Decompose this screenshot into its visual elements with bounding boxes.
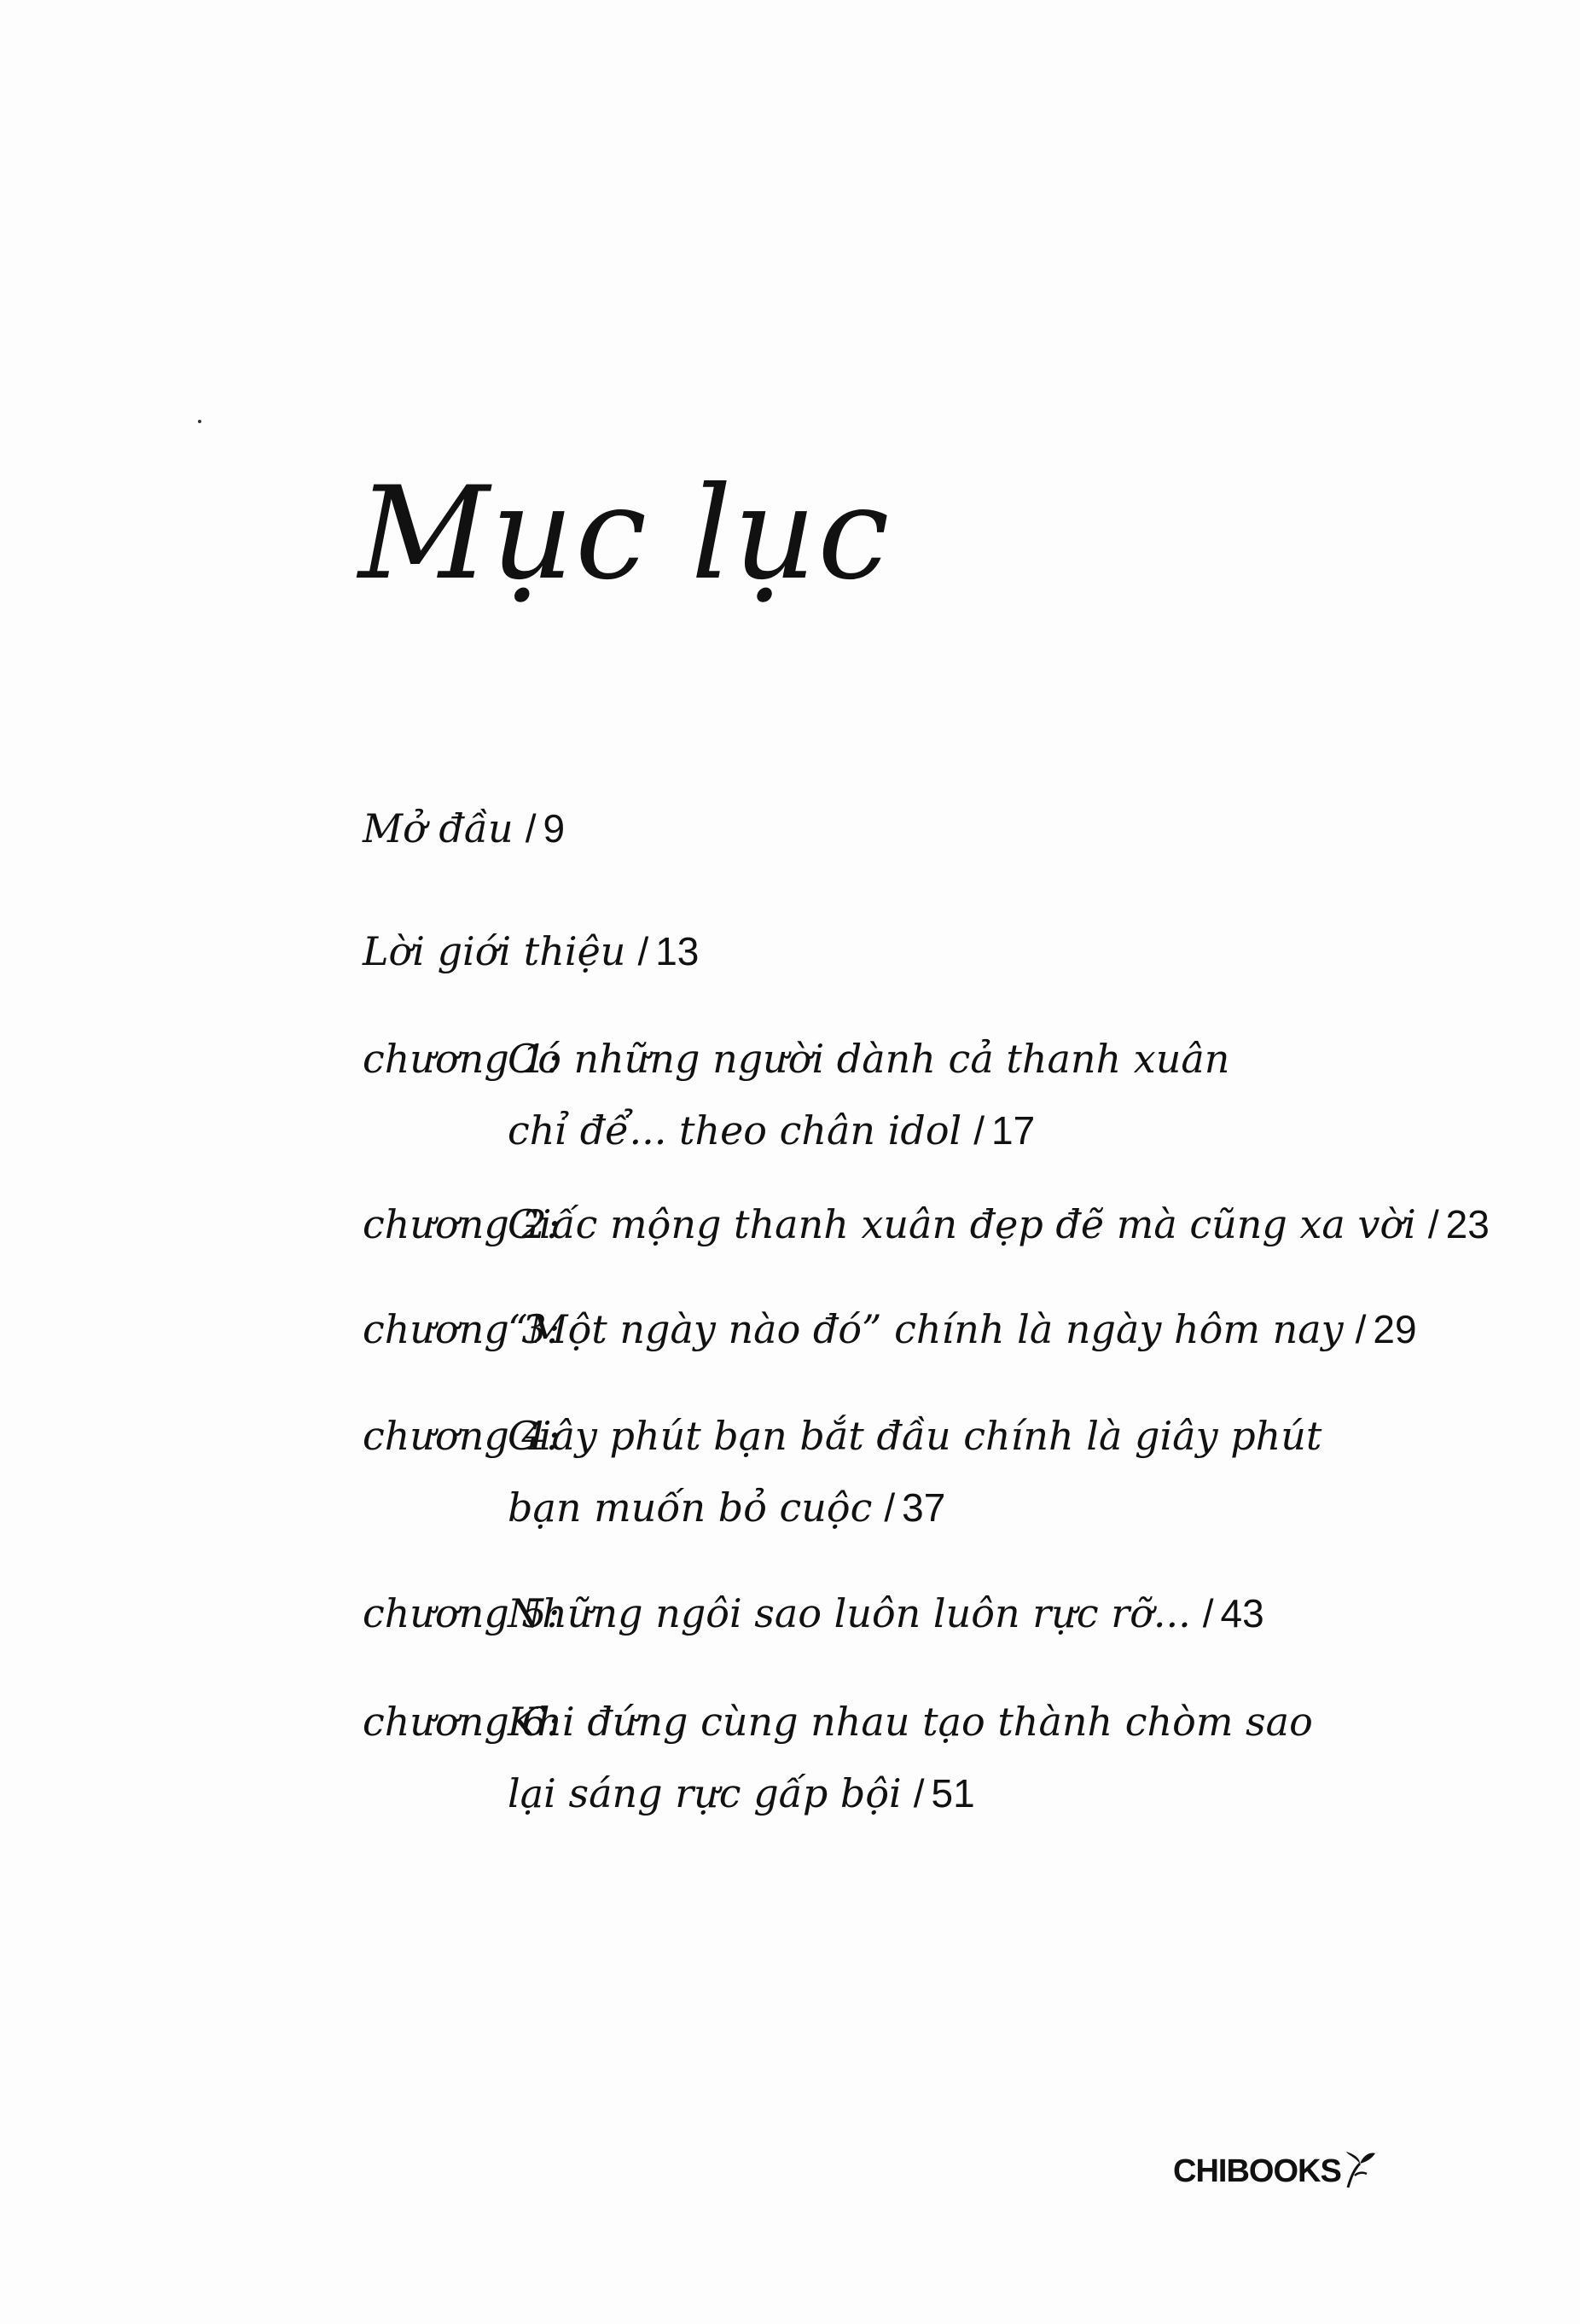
paper-speck bbox=[198, 420, 201, 423]
chapter-title-line-1-text: Những ngôi sao luôn luôn rực rỡ... bbox=[508, 1590, 1191, 1636]
publisher-logo bbox=[1173, 2150, 1377, 2193]
toc-page-number: 43 bbox=[1220, 1591, 1264, 1636]
chapter-title-line-1 bbox=[508, 1306, 1417, 1381]
chapter-title-line-1 bbox=[508, 1201, 1490, 1276]
chapter-prefix: chương 6: bbox=[363, 1699, 561, 1745]
toc-chapter-3 bbox=[363, 1306, 1417, 1381]
toc-entry-label: Mở đầu bbox=[363, 805, 514, 851]
toc-separator: / bbox=[913, 1771, 925, 1816]
toc-chapter-2 bbox=[363, 1201, 1490, 1276]
publisher-logo-text: CHIBOOKS bbox=[1173, 2153, 1341, 2189]
chapter-title-line-2 bbox=[508, 1770, 1313, 1845]
toc-chapter-1 bbox=[363, 1036, 1230, 1182]
toc-page-number: 9 bbox=[543, 806, 566, 851]
toc-chapter-5 bbox=[363, 1590, 1264, 1665]
toc-page-number: 29 bbox=[1373, 1307, 1417, 1351]
toc-page-number: 13 bbox=[655, 929, 700, 973]
chapter-title-line-2 bbox=[508, 1484, 1322, 1560]
chapter-title-line-1: Có những người dành cả thanh xuân bbox=[508, 1036, 1230, 1082]
chapter-title-line-2 bbox=[508, 1107, 1229, 1182]
chapter-title-line-1: Khi đứng cùng nhau tạo thành chòm sao bbox=[508, 1699, 1313, 1745]
toc-entry-foreword bbox=[363, 928, 700, 974]
chapter-title-line-2-text: bạn muốn bỏ cuộc bbox=[508, 1484, 873, 1531]
chapter-prefix: chương 2: bbox=[363, 1201, 561, 1247]
chapter-prefix: chương 4: bbox=[363, 1413, 561, 1459]
toc-separator: / bbox=[525, 806, 537, 851]
page-title: Mục lục bbox=[358, 459, 892, 608]
toc-separator: / bbox=[973, 1108, 985, 1153]
chapter-prefix: chương 5: bbox=[363, 1590, 561, 1636]
chapter-title-line-1: Giây phút bạn bắt đầu chính là giây phút bbox=[508, 1413, 1322, 1459]
chapter-title-line-2-text: chỉ để... theo chân idol bbox=[508, 1107, 962, 1153]
toc-separator: / bbox=[1427, 1202, 1439, 1246]
chapter-title-line-1-text: Giấc mộng thanh xuân đẹp đẽ mà cũng xa vời bbox=[508, 1201, 1416, 1247]
chapter-title-line-1-text: “Một ngày nào đó” chính là ngày hôm nay bbox=[508, 1306, 1344, 1352]
toc-entry-intro bbox=[363, 805, 566, 851]
toc-separator: / bbox=[884, 1485, 896, 1530]
toc-page-number: 23 bbox=[1445, 1202, 1490, 1246]
chapter-prefix: chương 1: bbox=[363, 1036, 561, 1082]
toc-separator: / bbox=[1355, 1307, 1367, 1351]
leaf-mark-icon bbox=[1343, 2150, 1377, 2193]
chapter-prefix: chương 3: bbox=[363, 1306, 561, 1352]
toc-page-number: 17 bbox=[991, 1108, 1036, 1153]
chapter-title-line-1 bbox=[508, 1590, 1264, 1665]
toc-separator: / bbox=[637, 929, 649, 973]
toc-entry-label: Lời giới thiệu bbox=[363, 928, 626, 974]
toc-separator: / bbox=[1202, 1591, 1214, 1636]
toc-chapter-6 bbox=[363, 1699, 1313, 1845]
chapter-title-line-2-text: lại sáng rực gấp bội bbox=[508, 1770, 902, 1816]
toc-page-number: 51 bbox=[931, 1771, 975, 1816]
toc-chapter-4 bbox=[363, 1413, 1322, 1560]
toc-page-number: 37 bbox=[902, 1485, 946, 1530]
